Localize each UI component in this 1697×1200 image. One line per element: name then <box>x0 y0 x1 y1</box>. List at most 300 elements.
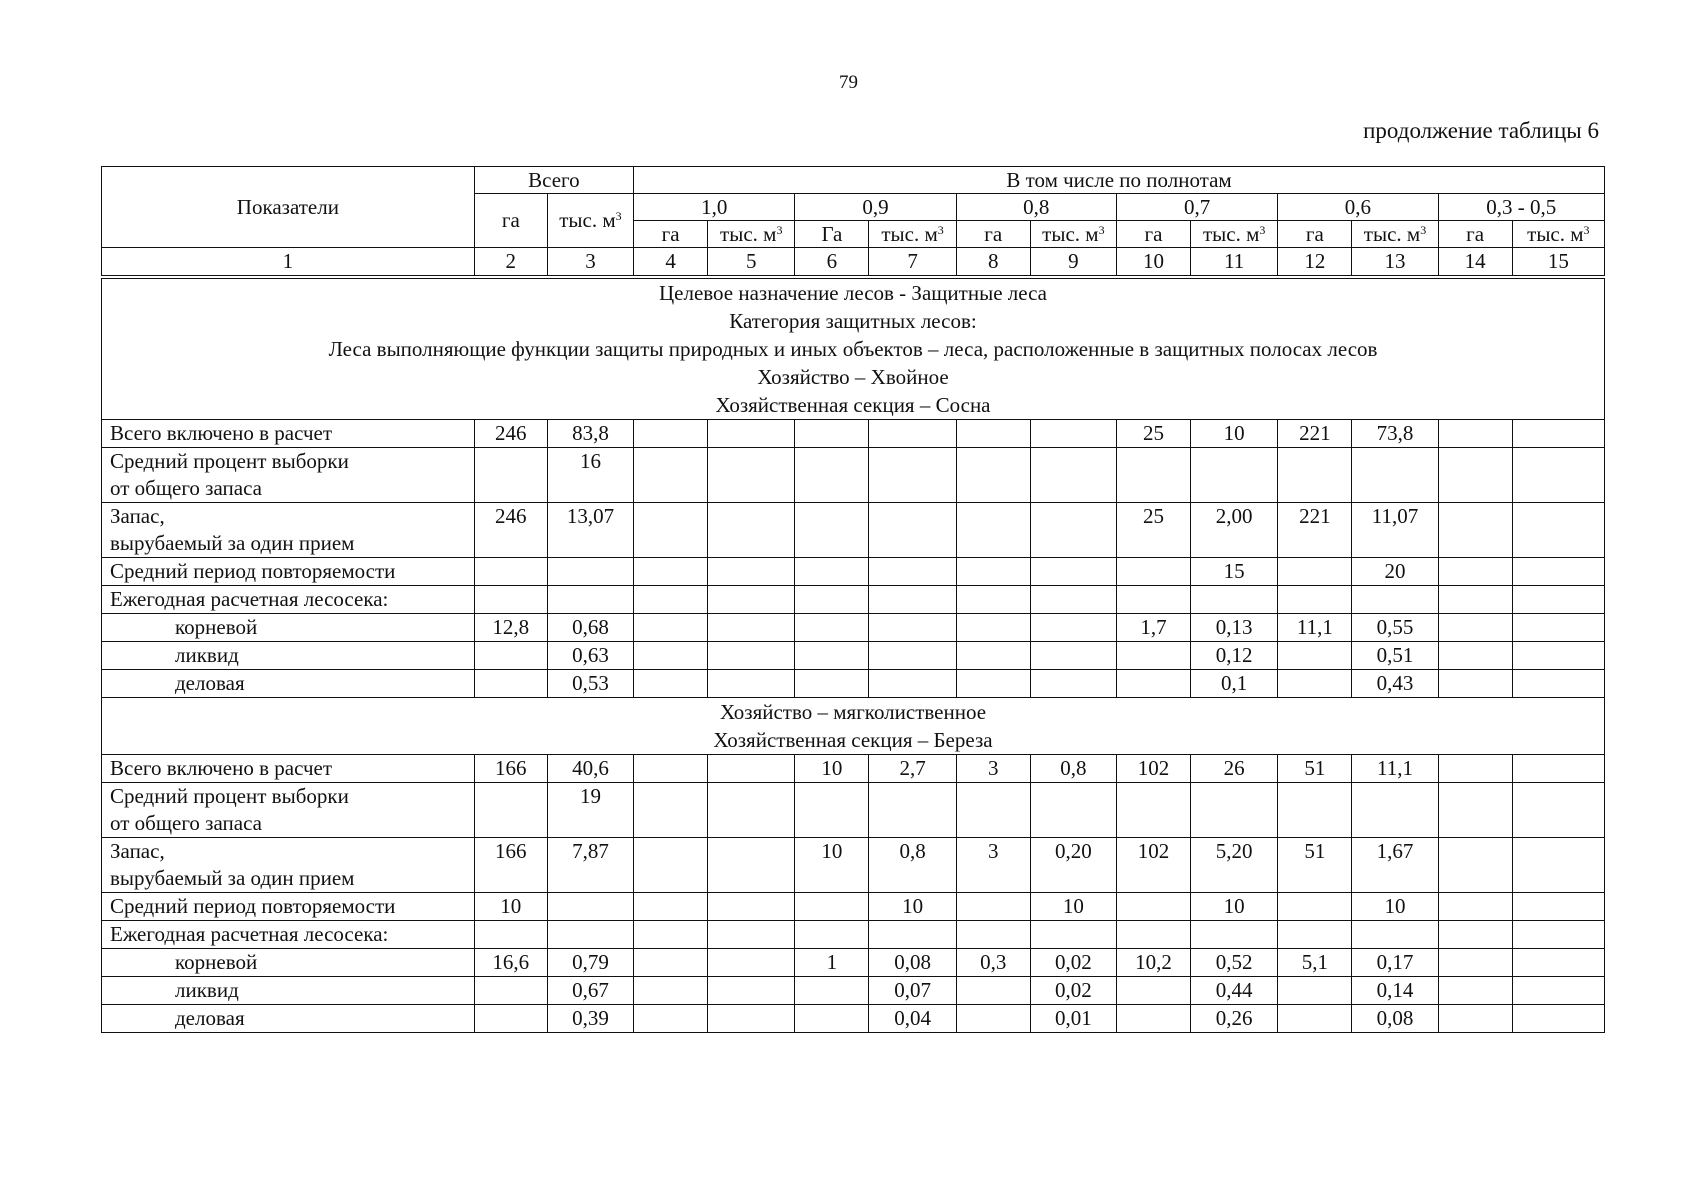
header-unit-ga: Га <box>795 221 869 248</box>
column-number: 8 <box>956 248 1030 278</box>
table-cell <box>708 949 795 977</box>
table-cell <box>474 642 547 670</box>
row-label: Запас, вырубаемый за один прием <box>102 503 475 558</box>
row-label: Ежегодная расчетная лесосека: <box>102 586 475 614</box>
table-cell <box>1512 614 1604 642</box>
column-number: 14 <box>1438 248 1512 278</box>
table-cell: 10 <box>1352 893 1438 921</box>
table-row <box>102 893 1605 921</box>
table-cell <box>956 448 1030 503</box>
table-cell <box>956 642 1030 670</box>
table-cell: 221 <box>1278 503 1352 558</box>
section2-title-row <box>102 698 1605 755</box>
column-number: 4 <box>634 248 708 278</box>
table-cell: 0,1 <box>1191 670 1278 698</box>
table-cell: 0,43 <box>1352 670 1438 698</box>
table-cell <box>1438 1005 1512 1033</box>
table-cell: 11,07 <box>1352 503 1438 558</box>
table-cell <box>708 977 795 1005</box>
table-cell <box>1030 642 1116 670</box>
table-cell: 102 <box>1116 755 1190 783</box>
column-number: 12 <box>1278 248 1352 278</box>
table-cell <box>1030 670 1116 698</box>
table-cell: 51 <box>1278 838 1352 893</box>
table-cell <box>1352 783 1438 838</box>
table-row <box>102 949 1605 977</box>
section-title-line: Хозяйственная секция – Сосна <box>715 393 991 417</box>
table-cell: 83,8 <box>547 420 633 448</box>
table-cell: 1 <box>795 949 869 977</box>
table-cell <box>956 558 1030 586</box>
row-label: Средний процент выборки от общего запаса <box>102 783 475 838</box>
table-cell: 19 <box>547 783 633 838</box>
table-cell <box>1278 977 1352 1005</box>
table-cell <box>1438 977 1512 1005</box>
row-label: Ежегодная расчетная лесосека: <box>102 921 475 949</box>
table-cell: 0,08 <box>869 949 956 977</box>
table-cell <box>869 586 956 614</box>
table-cell <box>547 558 633 586</box>
section-title-line: Хозяйство – мягколиственное <box>719 700 987 724</box>
column-number: 6 <box>795 248 869 278</box>
header-unit-volume: тыс. $м^3$ <box>1191 221 1278 248</box>
table-cell: 0,14 <box>1352 977 1438 1005</box>
table-cell: 0,55 <box>1352 614 1438 642</box>
table-cell <box>956 614 1030 642</box>
table-cell: 11,1 <box>1278 614 1352 642</box>
header-unit-volume: тыс. $м^3$ <box>708 221 795 248</box>
header-incl-density: В том числе по полнотам <box>634 167 1605 194</box>
table-cell <box>795 448 869 503</box>
table-cell <box>634 755 708 783</box>
table-cell: 40,6 <box>547 755 633 783</box>
table-cell <box>795 614 869 642</box>
table-cell <box>708 921 795 949</box>
table-cell: 246 <box>474 420 547 448</box>
header-density-3: 0,7 <box>1116 194 1277 221</box>
header-unit-ga: га <box>956 221 1030 248</box>
table-cell <box>1512 949 1604 977</box>
table-cell <box>1512 755 1604 783</box>
table-cell: 0,08 <box>1352 1005 1438 1033</box>
table-cell <box>869 448 956 503</box>
row-label: Всего включено в расчет <box>102 420 475 448</box>
table-cell <box>1116 448 1190 503</box>
table-row <box>102 921 1605 949</box>
table-cell <box>634 921 708 949</box>
table-cell <box>634 614 708 642</box>
table-cell <box>634 448 708 503</box>
table-cell <box>708 642 795 670</box>
table-cell: 15 <box>1191 558 1278 586</box>
row-label: ликвид <box>102 642 475 670</box>
table-cell: 0,53 <box>547 670 633 698</box>
table-cell <box>1438 949 1512 977</box>
table-cell <box>547 586 633 614</box>
table-row <box>102 1005 1605 1033</box>
column-number: 9 <box>1030 248 1116 278</box>
table-cell <box>1191 783 1278 838</box>
table-cell: 0,26 <box>1191 1005 1278 1033</box>
table-cell <box>634 670 708 698</box>
table-cell: 0,20 <box>1030 838 1116 893</box>
section-title-line: Хозяйственная секция – Береза <box>713 728 993 752</box>
table-row <box>102 670 1605 698</box>
table-cell <box>1438 670 1512 698</box>
section1-title-row <box>102 277 1605 420</box>
table-cell <box>708 755 795 783</box>
table-cell <box>474 448 547 503</box>
table-cell: 102 <box>1116 838 1190 893</box>
table-cell <box>1438 755 1512 783</box>
column-number: 1 <box>102 248 475 278</box>
table-cell <box>1512 670 1604 698</box>
table-cell: 0,52 <box>1191 949 1278 977</box>
table-cell <box>1278 642 1352 670</box>
table-cell <box>708 670 795 698</box>
table-cell <box>474 670 547 698</box>
table-cell <box>634 558 708 586</box>
table-row <box>102 448 1605 503</box>
table-cell <box>1116 893 1190 921</box>
table-cell: 5,20 <box>1191 838 1278 893</box>
table-cell <box>1030 448 1116 503</box>
table-cell <box>1512 420 1604 448</box>
table-cell: 10 <box>1191 893 1278 921</box>
table-cell: 10 <box>869 893 956 921</box>
table-cell <box>1278 783 1352 838</box>
table-cell: 12,8 <box>474 614 547 642</box>
table-cell <box>1512 448 1604 503</box>
table-cell <box>547 921 633 949</box>
table-cell <box>1278 670 1352 698</box>
table-cell: 51 <box>1278 755 1352 783</box>
table-cell: 16,6 <box>474 949 547 977</box>
header-unit-ga: га <box>1278 221 1352 248</box>
page-number: 79 <box>839 72 858 93</box>
table-cell <box>1438 921 1512 949</box>
table-row <box>102 642 1605 670</box>
table-cell: 2,7 <box>869 755 956 783</box>
table-cell <box>795 977 869 1005</box>
table-cell: 73,8 <box>1352 420 1438 448</box>
table-cell <box>1438 783 1512 838</box>
table-cell <box>474 783 547 838</box>
header-density-1: 0,9 <box>795 194 956 221</box>
row-label: Запас, вырубаемый за один прием <box>102 838 475 893</box>
column-number: 7 <box>869 248 956 278</box>
table-cell <box>1030 921 1116 949</box>
table-cell <box>474 977 547 1005</box>
table-cell: 0,3 <box>956 949 1030 977</box>
table-cell: 0,17 <box>1352 949 1438 977</box>
table-cell <box>708 614 795 642</box>
table-cell <box>708 783 795 838</box>
table-cell: 0,51 <box>1352 642 1438 670</box>
table-cell <box>1438 558 1512 586</box>
table-cell: 246 <box>474 503 547 558</box>
table-cell <box>634 783 708 838</box>
table-cell <box>795 642 869 670</box>
table-cell <box>1030 586 1116 614</box>
table-cell <box>956 977 1030 1005</box>
table-cell <box>1438 420 1512 448</box>
table-cell: 0,67 <box>547 977 633 1005</box>
table-cell <box>869 614 956 642</box>
table-cell <box>708 1005 795 1033</box>
header-unit-volume: тыс. $м^3$ <box>1512 221 1604 248</box>
table-cell <box>1512 838 1604 893</box>
table-cell: 11,1 <box>1352 755 1438 783</box>
table-row <box>102 586 1605 614</box>
table-cell <box>1191 586 1278 614</box>
table-cell: 0,63 <box>547 642 633 670</box>
table-cell <box>869 420 956 448</box>
table-cell <box>1116 783 1190 838</box>
row-label: деловая <box>102 1005 475 1033</box>
table-cell <box>1512 642 1604 670</box>
header-indicators: Показатели <box>102 167 475 248</box>
table-cell: 0,8 <box>869 838 956 893</box>
header-unit-volume: тыс. $м^3$ <box>1030 221 1116 248</box>
table-cell <box>1116 921 1190 949</box>
table-cell <box>708 503 795 558</box>
table-cell: 16 <box>547 448 633 503</box>
table-cell: 25 <box>1116 503 1190 558</box>
table-cell: 0,02 <box>1030 949 1116 977</box>
forest-table <box>101 166 1605 1033</box>
table-cell: 10 <box>474 893 547 921</box>
table-cell <box>1191 921 1278 949</box>
row-label: Средний процент выборки от общего запаса <box>102 448 475 503</box>
column-number: 11 <box>1191 248 1278 278</box>
column-number: 10 <box>1116 248 1190 278</box>
column-number: 2 <box>474 248 547 278</box>
table-cell <box>634 503 708 558</box>
header-unit-volume: тыс. $м^3$ <box>869 221 956 248</box>
table-cell <box>634 420 708 448</box>
header-density-5: 0,3 - 0,5 <box>1438 194 1604 221</box>
table-row <box>102 420 1605 448</box>
table-cell <box>474 586 547 614</box>
table-cell <box>708 838 795 893</box>
column-number: 13 <box>1352 248 1438 278</box>
table-cell <box>634 949 708 977</box>
table-cell <box>1352 586 1438 614</box>
table-cell <box>634 893 708 921</box>
column-number: 3 <box>547 248 633 278</box>
table-cell <box>795 893 869 921</box>
section2-title <box>102 698 1605 755</box>
table-continuation-caption: продолжение таблицы 6 <box>1363 118 1599 143</box>
table-row <box>102 838 1605 893</box>
table-cell <box>956 503 1030 558</box>
table-cell <box>1030 614 1116 642</box>
table-cell <box>869 642 956 670</box>
table-cell <box>634 586 708 614</box>
table-cell <box>708 558 795 586</box>
table-cell <box>634 977 708 1005</box>
table-row <box>102 977 1605 1005</box>
table-cell: 0,13 <box>1191 614 1278 642</box>
section-title-line: Леса выполняющие функции защиты природных и иных объектов – леса, расположенные в защитных полосах лесов <box>328 337 1378 361</box>
table-cell <box>1512 977 1604 1005</box>
table-cell <box>1512 921 1604 949</box>
table-cell <box>795 1005 869 1033</box>
table-row <box>102 614 1605 642</box>
header-density-2: 0,8 <box>956 194 1116 221</box>
header-unit-volume: тыс. $м^3$ <box>1352 221 1438 248</box>
header-unit-ga: га <box>634 221 708 248</box>
table-cell <box>1116 977 1190 1005</box>
table-cell <box>1030 783 1116 838</box>
table-cell <box>708 420 795 448</box>
table-cell: 13,07 <box>547 503 633 558</box>
row-label: корневой <box>102 949 475 977</box>
column-number: 15 <box>1512 248 1604 278</box>
table-row <box>102 558 1605 586</box>
table-cell: 20 <box>1352 558 1438 586</box>
table-cell: 166 <box>474 838 547 893</box>
table-cell <box>956 893 1030 921</box>
table-cell <box>1030 420 1116 448</box>
table-row <box>102 755 1605 783</box>
table-cell <box>956 670 1030 698</box>
table-cell: 0,79 <box>547 949 633 977</box>
table-cell <box>634 642 708 670</box>
table-cell <box>1116 670 1190 698</box>
table-cell: 0,01 <box>1030 1005 1116 1033</box>
table-cell <box>956 783 1030 838</box>
table-cell <box>795 921 869 949</box>
row-label: корневой <box>102 614 475 642</box>
header-density-0: 1,0 <box>634 194 795 221</box>
table-cell: 10 <box>1191 420 1278 448</box>
table-cell <box>1438 642 1512 670</box>
table-cell <box>956 586 1030 614</box>
table-cell <box>1278 1005 1352 1033</box>
table-cell: 0,04 <box>869 1005 956 1033</box>
table-cell: 0,8 <box>1030 755 1116 783</box>
header-density-4: 0,6 <box>1278 194 1438 221</box>
column-number: 5 <box>708 248 795 278</box>
table-cell <box>1278 448 1352 503</box>
table-cell <box>547 893 633 921</box>
table-cell <box>795 670 869 698</box>
table-cell: 25 <box>1116 420 1190 448</box>
table-cell: 10,2 <box>1116 949 1190 977</box>
table-cell: 7,87 <box>547 838 633 893</box>
table-cell: 1,67 <box>1352 838 1438 893</box>
table-cell <box>1030 503 1116 558</box>
table-cell <box>956 420 1030 448</box>
table-cell <box>795 558 869 586</box>
table-cell <box>474 1005 547 1033</box>
table-cell <box>795 586 869 614</box>
table-cell: 166 <box>474 755 547 783</box>
table-cell <box>708 586 795 614</box>
table-cell: 0,68 <box>547 614 633 642</box>
section-title-line: Категория защитных лесов: <box>729 309 977 333</box>
table-cell <box>1512 783 1604 838</box>
table-cell <box>1512 893 1604 921</box>
table-cell: 2,00 <box>1191 503 1278 558</box>
table-cell <box>1352 448 1438 503</box>
table-cell: 221 <box>1278 420 1352 448</box>
table-cell <box>795 783 869 838</box>
table-cell <box>1278 921 1352 949</box>
table-cell <box>795 420 869 448</box>
table-cell <box>869 558 956 586</box>
row-label: ликвид <box>102 977 475 1005</box>
table-cell: 0,07 <box>869 977 956 1005</box>
table-cell <box>1438 586 1512 614</box>
table-cell <box>869 921 956 949</box>
table-cell <box>1278 586 1352 614</box>
table-row <box>102 503 1605 558</box>
table-cell <box>474 558 547 586</box>
table-cell <box>1278 558 1352 586</box>
row-label: Всего включено в расчет <box>102 755 475 783</box>
header-unit-ga: га <box>1438 221 1512 248</box>
header-unit-ga: га <box>1116 221 1190 248</box>
table-cell: 1,7 <box>1116 614 1190 642</box>
table-cell <box>634 1005 708 1033</box>
table-cell: 0,44 <box>1191 977 1278 1005</box>
table-cell: 26 <box>1191 755 1278 783</box>
table-cell <box>795 503 869 558</box>
table-cell: 0,39 <box>547 1005 633 1033</box>
header-total-ga: га <box>474 194 547 248</box>
table-cell: 0,12 <box>1191 642 1278 670</box>
table-cell: 3 <box>956 838 1030 893</box>
row-label: Средний период повторяемости <box>102 558 475 586</box>
table-cell <box>869 503 956 558</box>
row-label: деловая <box>102 670 475 698</box>
table-cell <box>474 921 547 949</box>
section-title-line: Хозяйство – Хвойное <box>757 365 949 389</box>
table-cell <box>1512 586 1604 614</box>
table-cell <box>1191 448 1278 503</box>
table-cell <box>1352 921 1438 949</box>
table-cell: 0,02 <box>1030 977 1116 1005</box>
table-cell: 10 <box>1030 893 1116 921</box>
table-cell <box>708 893 795 921</box>
table-cell <box>1278 893 1352 921</box>
table-cell <box>1438 448 1512 503</box>
table-cell <box>1116 1005 1190 1033</box>
table-cell <box>1512 1005 1604 1033</box>
table-cell <box>708 448 795 503</box>
table-cell <box>1438 893 1512 921</box>
table-cell <box>956 921 1030 949</box>
table-cell: 5,1 <box>1278 949 1352 977</box>
table-cell <box>1116 642 1190 670</box>
table-cell: 3 <box>956 755 1030 783</box>
table-cell <box>1512 558 1604 586</box>
table-cell <box>634 838 708 893</box>
row-label: Средний период повторяемости <box>102 893 475 921</box>
header-total: Всего <box>474 167 633 194</box>
table-cell <box>1030 558 1116 586</box>
table-cell <box>1438 503 1512 558</box>
table-cell <box>1512 503 1604 558</box>
table-cell <box>1438 614 1512 642</box>
table-cell: 10 <box>795 838 869 893</box>
table-cell <box>869 670 956 698</box>
table-cell <box>956 1005 1030 1033</box>
table-cell <box>1116 558 1190 586</box>
